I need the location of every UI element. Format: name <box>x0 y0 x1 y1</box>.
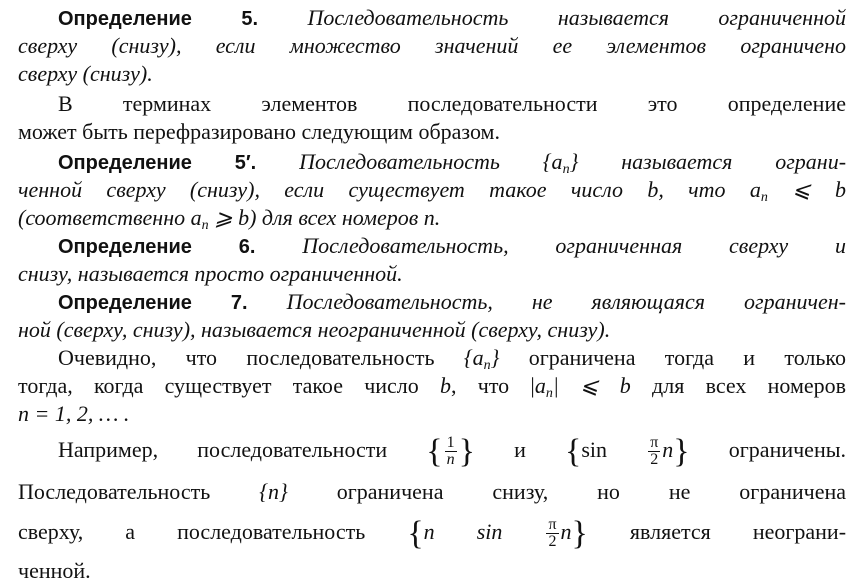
def6-line1: Определение 6. Последовательность, ограниченная сверху и <box>58 233 847 258</box>
def5p-line3: (соответственно $a_n$ ⩾ b) для всех номеров n. <box>18 205 441 233</box>
para2-line3: n = 1, 2, … . <box>18 401 130 426</box>
def5-line2: сверху (снизу), если множество значений ее элементов ограничено <box>18 33 846 58</box>
def7-label: Определение 7. <box>58 292 248 314</box>
para3-line3: сверху, а последовательность {n sin $\frac{\pi}{2}$ n} является неограни- <box>18 514 847 552</box>
para1-line1: В терминах элементов последовательности это определение <box>58 91 846 116</box>
def6-line2: снизу, называется просто ограниченной. <box>18 261 403 286</box>
frac-1-over-n: { $\frac{1}{n}$ } <box>426 432 475 470</box>
para3-line4: ченной. <box>18 558 91 583</box>
def5-text1: Последовательность называется ограниченной <box>307 5 847 30</box>
n-sin-pi-2-n: {n sin $\frac{\pi}{2}$ n} <box>407 514 588 552</box>
seq-an: $\{a_n\}$ <box>542 149 579 177</box>
def6-label: Определение 6. <box>58 236 256 258</box>
def5-label: Определение 5. <box>58 8 259 30</box>
def5p-label: Определение 5′. <box>58 152 257 174</box>
ineq-an-ge-b: $a_n$ ⩾ b) для всех номеров n. <box>190 205 441 233</box>
para2-line1: Очевидно, что последовательность $\{a_n\}$ ограничена тогда и только <box>58 345 846 373</box>
ineq-an-le-b: $a_n$ ⩽ b <box>749 177 847 205</box>
def5-line3: сверху (снизу). <box>18 61 153 86</box>
def5p-line1: Определение 5′. Последовательность $\{a_n\}$ называется ограни- <box>58 149 847 177</box>
def7-line1: Определение 7. Последовательность, не являющаяся ограничен- <box>58 289 846 314</box>
def5p-line2: ченной сверху (снизу), если существует такое число b, что $a_n$ ⩽ b <box>18 177 847 205</box>
para1-line2: может быть перефразировано следующим образом. <box>18 119 500 144</box>
para3-line2: Последовательность {n} ограничена снизу, но не ограничена <box>18 479 847 504</box>
sin-pi-2-n: {sin $\frac{\pi}{2}$ n} <box>565 432 690 470</box>
para2-line2: тогда, когда существует такое число b, что $|a_n|$ ⩽ b для всех номеров <box>18 373 847 401</box>
def7-line2: ной (сверху, снизу), называется неограниченной (сверху, снизу). <box>18 317 611 342</box>
para3-line1: Например, последовательности { $\frac{1}{n}$ } и {sin $\frac{\pi}{2}$ n} ограничены. <box>58 432 846 470</box>
def5-line1 <box>58 4 846 32</box>
